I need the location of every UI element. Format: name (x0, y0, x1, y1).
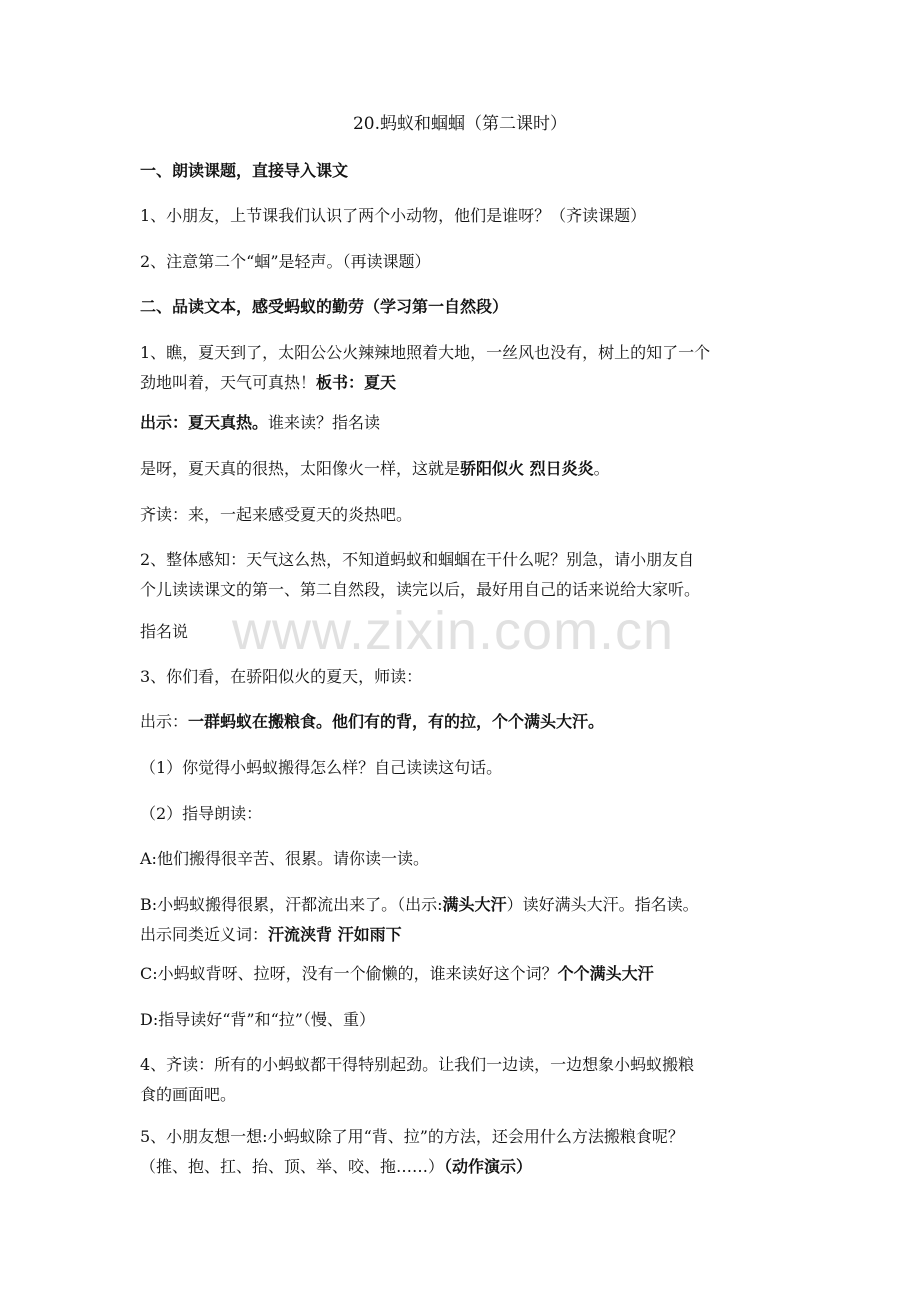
paragraph-3 (140, 338, 790, 398)
paragraph-8: 指名说 (140, 622, 189, 641)
show-summer-hot: 出示：夏天真热。 (140, 413, 269, 432)
paragraph-14-text-a: B:小蚂蚁搬得很累，汗都流出来了。（出示: (140, 895, 443, 914)
paragraph-7-line1: 2、整体感知：天气这么热，不知道蚂蚁和蝈蝈在干什么呢？别急，请小朋友自 (140, 550, 695, 569)
paragraph-1: 1、小朋友，上节课我们认识了两个小动物，他们是谁呀？（齐读课题） (140, 206, 647, 225)
paragraph-9: 3、你们看，在骄阳似火的夏天，师读： (140, 667, 423, 686)
paragraph-10-label: 出示： (140, 712, 189, 731)
paragraph-5-text: 是呀，夏天真的很热，太阳像火一样，这就是 (140, 459, 461, 478)
synonym-idioms: 汗流浃背 汗如雨下 (268, 925, 402, 944)
watermark: www.zixin.com.cn (232, 601, 675, 661)
show-ants-sentence: 一群蚂蚁在搬粮食。他们有的背，有的拉，个个满头大汗。 (188, 712, 605, 731)
paragraph-16: D:指导读好“背”和“拉”（慢、重） (140, 1010, 375, 1029)
paragraph-14-text-d: 出示同类近义词： (140, 925, 269, 944)
show-sweat: 满头大汗 (442, 895, 507, 914)
board-note-summer: 板书：夏天 (316, 373, 397, 392)
paragraph-5 (140, 457, 790, 481)
action-demo: （动作演示） (444, 1157, 533, 1176)
paragraph-13: A:他们搬得很辛苦、很累。请你读一读。 (140, 849, 429, 868)
paragraph-7 (140, 545, 790, 605)
paragraph-3-line1: 1、瞧，夏天到了，太阳公公火辣辣地照着大地，一丝风也没有，树上的知了一个 (140, 343, 711, 362)
paragraph-6: 齐读：来，一起来感受夏天的炎热吧。 (140, 505, 413, 524)
paragraph-17-line2: 食的画面吧。 (140, 1085, 237, 1104)
paragraph-10 (140, 710, 790, 734)
idiom-sun: 骄阳似火 烈日炎炎 (460, 459, 594, 478)
paragraph-11: （1）你觉得小蚂蚁搬得怎么样？自己读读这句话。 (140, 758, 503, 777)
paragraph-17 (140, 1050, 790, 1110)
paragraph-15 (140, 962, 790, 986)
paragraph-18-line2: （推、抱、扛、抬、顶、举、咬、拖……） (140, 1157, 445, 1176)
paragraph-7-line2: 个儿读读课文的第一、第二自然段，读完以后，最好用自己的话来说给大家听。 (140, 580, 701, 599)
paragraph-5-end: 。 (593, 459, 610, 478)
paragraph-2: 2、注意第二个“蝈”是轻声。（再读课题） (140, 252, 431, 271)
paragraph-18 (140, 1122, 790, 1182)
paragraph-18-line1: 5、小朋友想一想:小蚂蚁除了用“背、拉”的方法，还会用什么方法搬粮食呢？ (140, 1127, 684, 1146)
paragraph-3-line2: 劲地叫着，天气可真热！ (140, 373, 317, 392)
section-heading-2: 二、品读文本，感受蚂蚁的勤劳（学习第一自然段） (140, 297, 509, 316)
section-heading-1: 一、朗读课题，直接导入课文 (140, 161, 349, 180)
paragraph-17-line1: 4、齐读：所有的小蚂蚁都干得特别起劲。让我们一边读，一边想象小蚂蚁搬粮 (140, 1055, 695, 1074)
paragraph-4-text: 谁来读？指名读 (268, 413, 381, 432)
paragraph-12: （2）指导朗读： (140, 804, 263, 823)
paragraph-14-text-c: ）读好满头大汗。指名读。 (506, 895, 699, 914)
page-title: 20.蚂蚁和蝈蝈（第二课时） (352, 114, 568, 134)
every-one-sweating: 个个满头大汗 (557, 964, 654, 983)
paragraph-14 (140, 890, 790, 950)
paragraph-4 (140, 411, 790, 435)
paragraph-15-text: C:小蚂蚁背呀、拉呀，没有一个偷懒的，谁来读好这个词？ (140, 964, 558, 983)
